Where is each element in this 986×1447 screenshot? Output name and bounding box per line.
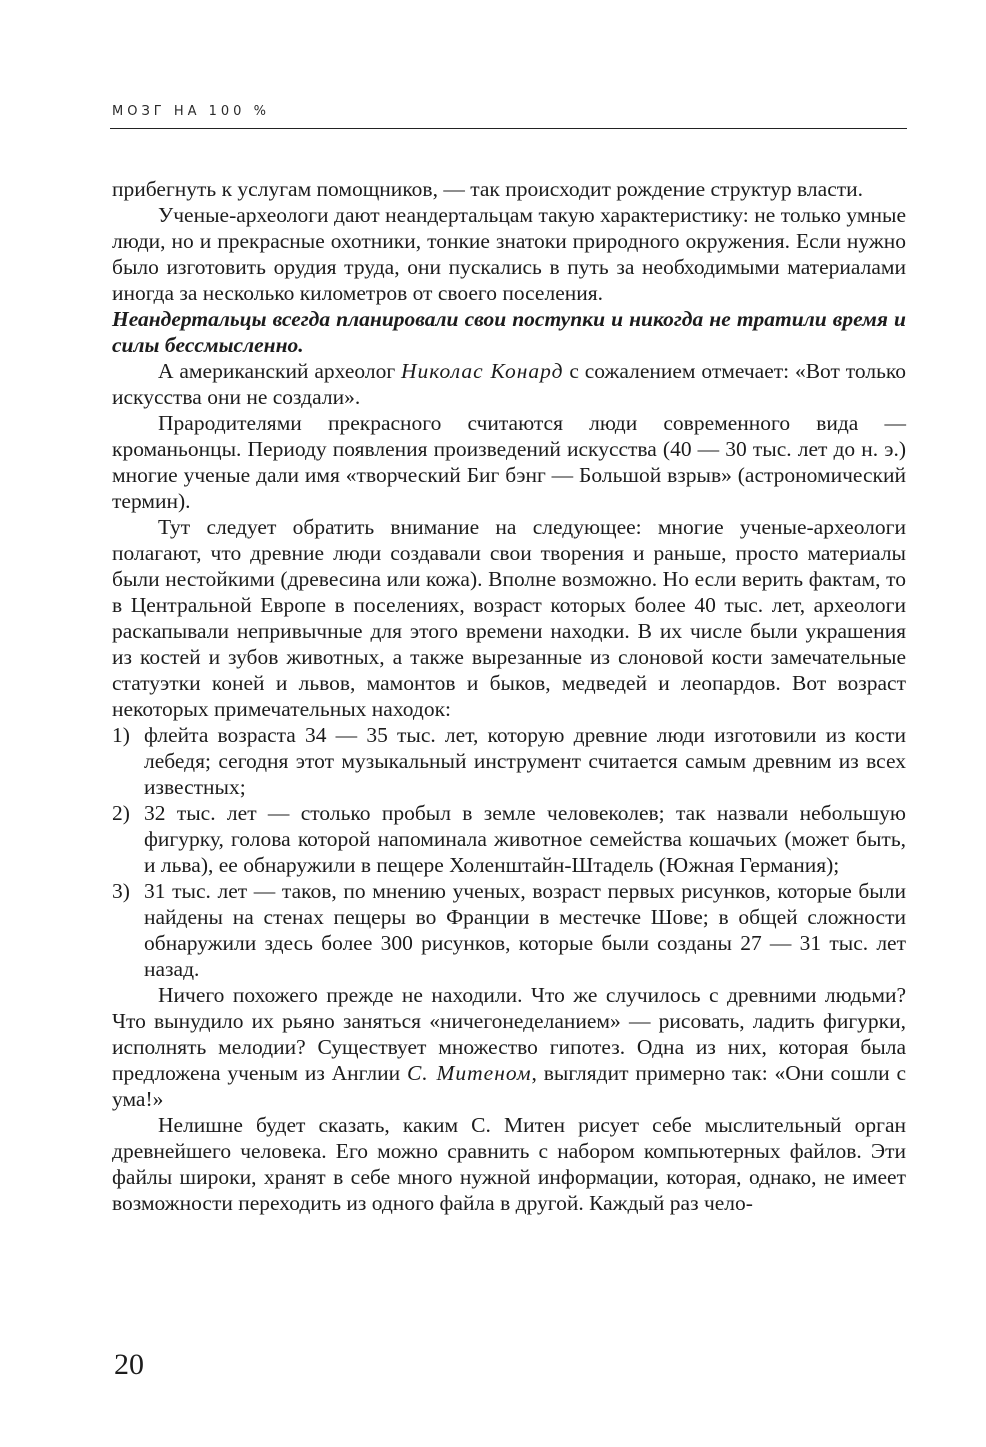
- paragraph: Нелишне будет сказать, каким С. Митен рисует себе мыслительный орган древнейшего человека. Его можно сравнить с набором компьютерных файлов. Эти файлы широки, хранят в себе много нужной информации, которая, однако, не имеет возможности переходить из одного файла в другой. Каждый раз чело-: [112, 1113, 906, 1215]
- running-title: МОЗГ НА 100 %: [112, 104, 270, 119]
- list-text: флейта возраста 34 — 35 тыс. лет, которую древние люди изготовили из кости лебедя; сегодня этот музыкальный инструмент считается самым древним из всех известных;: [144, 723, 906, 799]
- paragraph: [112, 982, 906, 1112]
- finds-list: [112, 722, 906, 982]
- person-name: С. Митеном: [406, 1061, 532, 1085]
- paragraph: Ученые-археологи дают неандертальцам такую характеристику: не только умные люди, но и прекрасные охотники, тонкие знатоки природного окружения. Если нужно было изготовить орудия труда, они пускались в путь за необходимыми материалами иногда за несколько километров от своего поселения.: [112, 203, 906, 305]
- paragraph: прибегнуть к услугам помощников, — так происходит рождение структур власти.: [112, 177, 864, 201]
- header-rule: [110, 128, 907, 129]
- paragraph: Прародителями прекрасного считаются люди современного вида — кроманьонцы. Периоду появления произведений искусства (40 — 30 тыс. лет до н. э.) многие ученые дали имя «творческий Биг бэнг — Большой взрыв» (астрономический термин).: [112, 411, 906, 513]
- list-number: 1): [112, 723, 130, 747]
- page-body: [112, 176, 906, 1216]
- list-number: 3): [112, 879, 130, 903]
- person-name: Николас Конард: [401, 359, 564, 383]
- text: Ничего похожего прежде не находили. Что же случилось с древними людьми? Что вынудило их рьяно заняться «ничегонеделанием» — рисовать, ладить фигурки, исполнять мелодии? Существует множество гипотез. Одна из них, которая была предложена ученым из Англии: [112, 983, 906, 1085]
- text: А американский археолог: [158, 359, 402, 383]
- paragraph: [112, 358, 906, 410]
- text: с сожалением отмечает: «Вот только искусства они не создали».: [112, 359, 906, 409]
- text: , выглядит примерно так: «Они сошли с ума!»: [112, 1061, 907, 1111]
- list-item: [112, 800, 906, 878]
- list-text: 32 тыс. лет — столько пробыл в земле человеколев; так назвали небольшую фигурку, голова которой напоминала животное семейства кошачьих (может быть, и льва), ее обнаружили в пещере Холенштайн-Штадель (Южная Германия);: [144, 801, 906, 877]
- list-item: [112, 722, 906, 800]
- list-item: [112, 878, 906, 982]
- list-text: 31 тыс. лет — таков, по мнению ученых, возраст первых рисунков, которые были найдены на стенах пещеры во Франции в местечке Шове; в общей сложности обнаружили здесь более 300 рисунков, которые были созданы 27 — 31 тыс. лет назад.: [144, 879, 906, 981]
- page-number: 20: [114, 1348, 144, 1381]
- list-number: 2): [112, 801, 130, 825]
- callout-quote: Неандертальцы всегда планировали свои поступки и никогда не тратили время и силы бессмысленно.: [112, 307, 906, 357]
- paragraph: Тут следует обратить внимание на следующее: многие ученые-археологи полагают, что древние люди создавали свои творения и раньше, просто материалы были нестойкими (древесина или кожа). Вполне возможно. Но если верить фактам, то в Центральной Европе в поселениях, возраст которых более 40 тыс. лет, археологи раскапывали непривычные для этого времени находки. В их числе были украшения из костей и зубов животных, а также вырезанные из слоновой кости замечательные статуэтки коней и львов, мамонтов и быков, медведей и леопардов. Вот возраст некоторых примечательных находок:: [112, 515, 906, 721]
